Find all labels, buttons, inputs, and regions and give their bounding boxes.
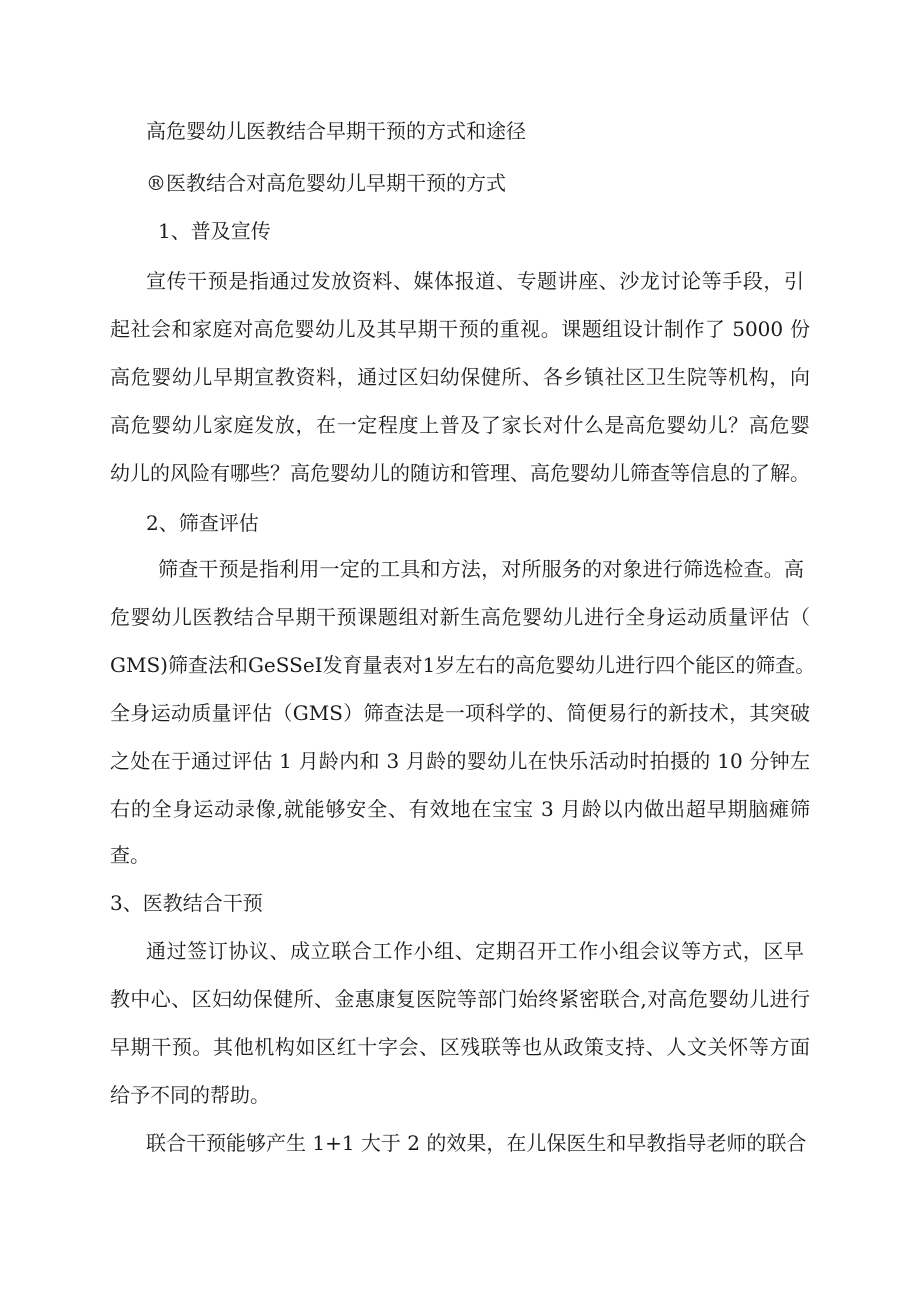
paragraph-line: 幼儿的风险有哪些？高危婴幼儿的随访和管理、高危婴幼儿筛查等信息的了解。 <box>110 461 810 485</box>
section-2-heading: 2、筛查评估 <box>146 511 259 535</box>
paragraph-line: 高危婴幼儿早期宣教资料，通过区妇幼保健所、各乡镇社区卫生院等机构，向 <box>110 365 810 389</box>
paragraph-line: 查。 <box>110 843 150 867</box>
paragraph-line: 高危婴幼儿家庭发放，在一定程度上普及了家长对什么是高危婴幼儿？高危婴 <box>110 413 810 437</box>
paragraph-line: 早期干预。其他机构如区红十字会、区残联等也从政策支持、人文关怀等方面 <box>110 1035 810 1059</box>
paragraph-line: 宣传干预是指通过发放资料、媒体报道、专题讲座、沙龙讨论等手段，引 <box>146 269 804 293</box>
paragraph-line: 右的全身运动录像,就能够安全、有效地在宝宝 3 月龄以内做出超早期脑瘫筛 <box>110 797 810 821</box>
paragraph-line: 筛查干预是指利用一定的工具和方法，对所服务的对象进行筛选检查。高 <box>158 557 804 581</box>
paragraph-line: 之处在于通过评估 1 月龄内和 3 月龄的婴幼儿在快乐活动时拍摄的 10 分钟左 <box>110 749 810 773</box>
document-title: 高危婴幼儿医教结合早期干预的方式和途径 <box>146 119 526 143</box>
paragraph-line: 危婴幼儿医教结合早期干预课题组对新生高危婴幼儿进行全身运动质量评估（ <box>110 605 810 629</box>
paragraph-line: 全身运动质量评估（GMS）筛查法是一项科学的、简便易行的新技术，其突破 <box>110 701 810 725</box>
paragraph-line: 通过签订协议、成立联合工作小组、定期召开工作小组会议等方式，区早 <box>146 939 804 963</box>
paragraph-line: 联合干预能够产生 1+1 大于 2 的效果，在儿保医生和早教指导老师的联合 <box>146 1131 807 1155</box>
section-3-heading: 3、医教结合干预 <box>110 891 263 915</box>
section-1-heading: 1、普及宣传 <box>158 219 271 243</box>
section-heading: ®医教结合对高危婴幼儿早期干预的方式 <box>146 171 506 195</box>
paragraph-line: 给予不同的帮助。 <box>110 1083 270 1107</box>
paragraph-line: GMS)筛查法和GeSSeI发育量表对1岁左右的高危婴幼儿进行四个能区的筛查。 <box>110 653 816 677</box>
paragraph-line: 起社会和家庭对高危婴幼儿及其早期干预的重视。课题组设计制作了 5000 份 <box>110 317 810 341</box>
paragraph-line: 教中心、区妇幼保健所、金惠康复医院等部门始终紧密联合,对高危婴幼儿进行 <box>110 987 810 1011</box>
